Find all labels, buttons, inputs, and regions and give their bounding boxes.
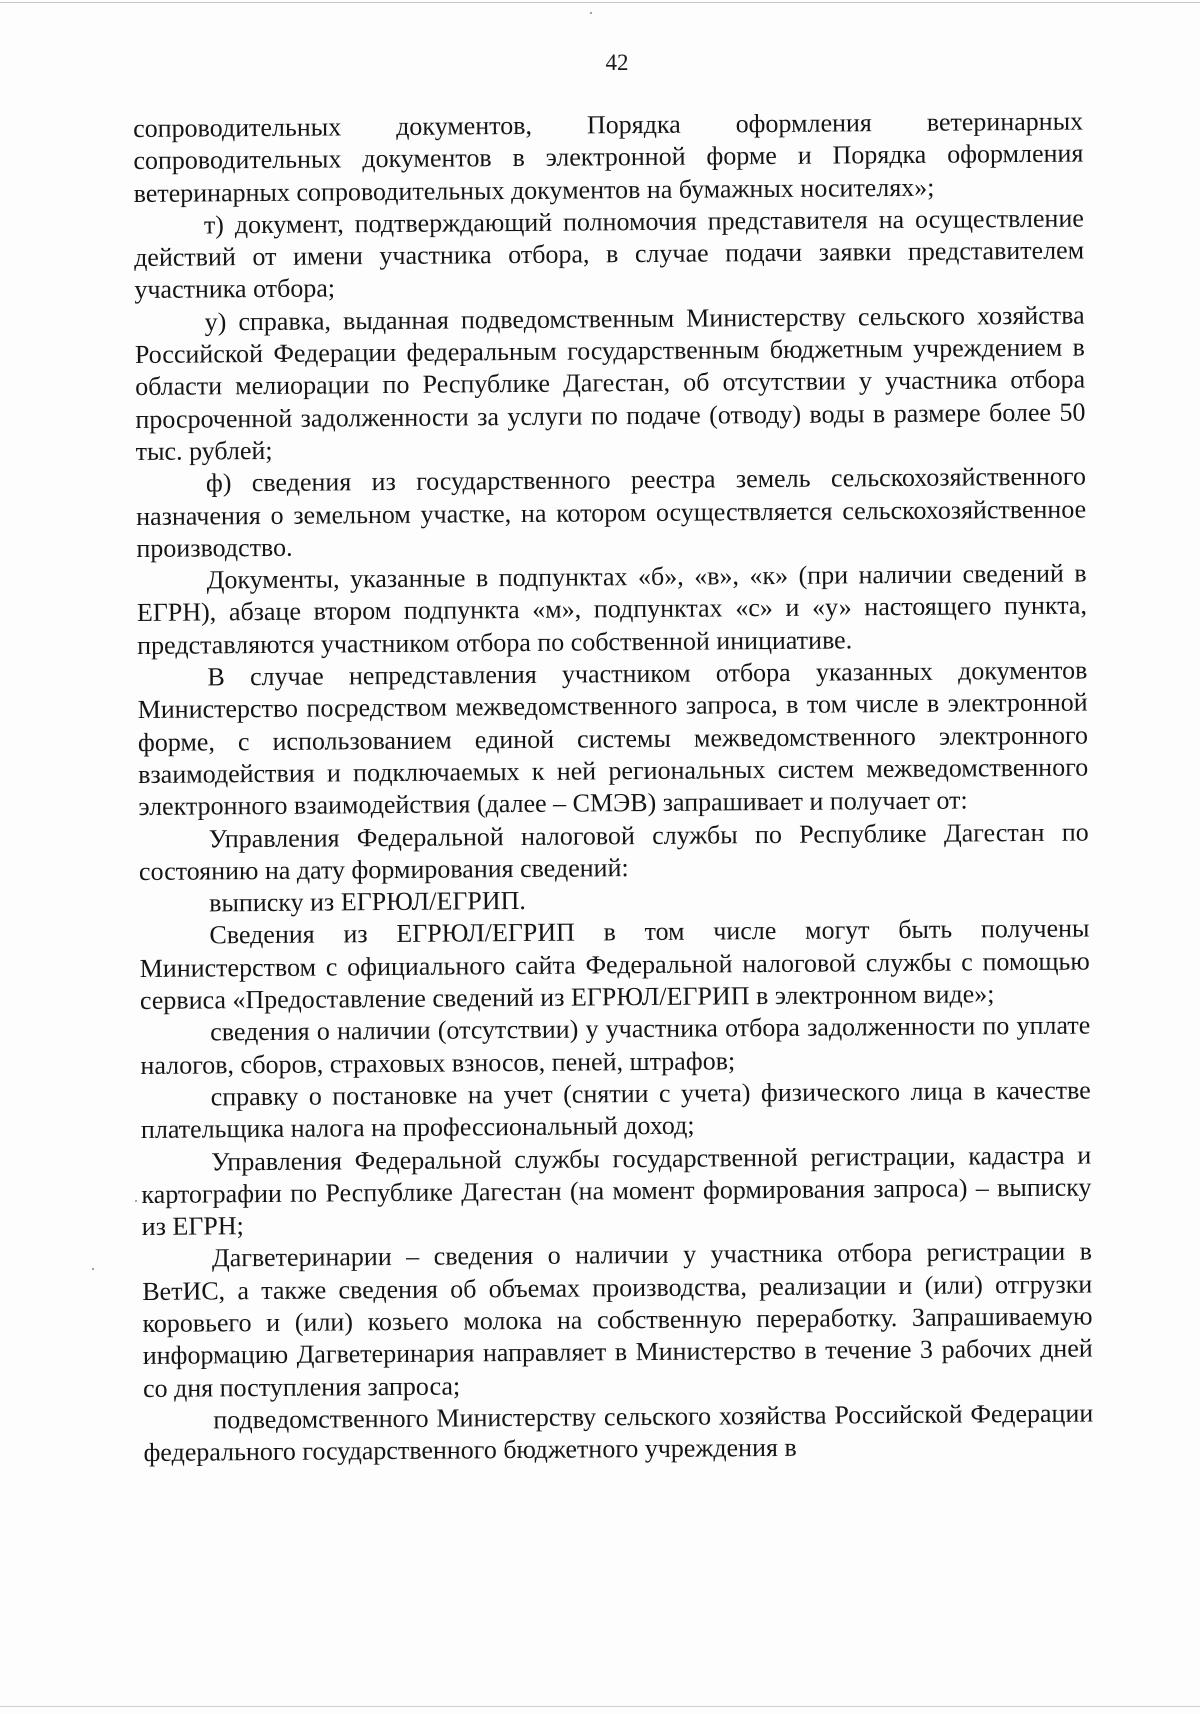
paragraph: у) справка, выданная подведомственным Министерству сельского хозяйства Российской Федерации федеральным государственным бюджетным учреждением в области мелиорации по Республике Дагестан, об отсутствии у участника отбора просроченной задолженности за услуги по подаче (отводу) воды в размере более 50 тыс. рублей; [134,300,1086,466]
paragraph: справку о постановке на учет (снятии с учета) физического лица в качестве плательщика налога на профессиональный доход; [140,1075,1091,1145]
page-number: 42 [605,50,629,75]
page-top-edge [0,2,1200,3]
paragraph: сведения о наличии (отсутствии) у участника отбора задолженности по уплате налогов, сборов, страховых взносов, пеней, штрафов; [140,1010,1091,1080]
scan-speck [590,12,592,14]
paragraph: т) документ, подтверждающий полномочия представителя на осуществление действий от имени участника отбора, в случае подачи заявки представителем участника отбора; [134,203,1085,305]
paragraph: подведомственного Министерству сельского хозяйства Российской Федерации федерального государственного бюджетного учреждения в [143,1398,1094,1468]
scan-speck [92,1268,94,1270]
paragraph: Управления Федеральной налоговой службы по Республике Дагестан по состоянию на дату формирования сведений: [138,817,1089,886]
paragraph: В случае непредставления участником отбора указанных документов Министерство посредством межведомственного запроса, в том числе в электронной форме, с использованием единой системы межведомственного электронного взаимодействия и подключаемых к ней региональных систем межведомственного электронного взаимодействия (далее – СМЭВ) запрашивает и получает от: [137,655,1089,822]
paragraph: Управления Федеральной службы государственной регистрации, кадастра и картографии по Республике Дагестан (на момент формирования запроса) – выписку из ЕГРН; [141,1140,1092,1242]
paragraph: Дагветеринарии – сведения о наличии у участника отбора регистрации в ВетИС, а также сведения об объемах производства, реализации и (или) отгрузки коровьего и (или) козьего молока на собственную переработку. Запрашиваемую информацию Дагветеринария направляет в Министерство в течение 3 рабочих дней со дня поступления запроса; [142,1236,1093,1403]
document-body [133,106,1094,1470]
paragraph: Документы, указанные в подпунктах «б», «в», «к» (при наличии сведений в ЕГРН), абзаце втором подпункта «м», подпунктах «с» и «у» настоящего пункта, представляются участником отбора по собственной инициативе. [136,558,1088,660]
paragraph: Сведения из ЕГРЮЛ/ЕГРИП в том числе могут быть получены Министерством с официального сайта Федеральной налоговой службы с помощью сервиса «Предоставление сведений из ЕГРЮЛ/ЕГРИП в электронном виде»; [139,913,1090,1015]
page-bottom-edge [0,1706,1200,1707]
paragraph: ф) сведения из государственного реестра земель сельскохозяйственного назначения о земельном участке, на котором осуществляется сельскохозяйственное производство. [136,461,1087,563]
paragraph: сопроводительных документов, Порядка оформления ветеринарных сопроводительных документов в электронной форме и Порядка оформления ветеринарных сопроводительных документов на бумажных носителях»; [133,106,1084,208]
scan-speck [135,1200,137,1202]
paragraph: выписку из ЕГРЮЛ/ЕГРИП. [209,886,526,918]
